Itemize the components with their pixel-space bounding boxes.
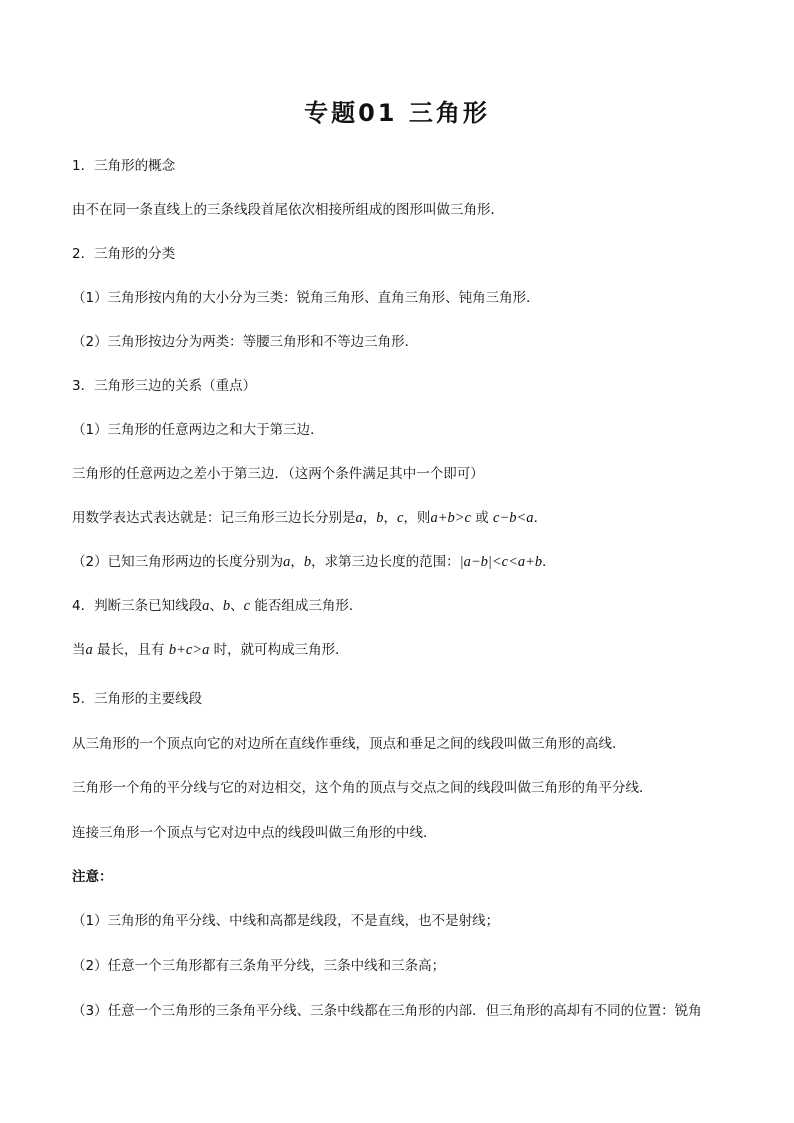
note-item-1: （1）三角形的角平分线、中线和高都是线段，不是直线，也不是射线； [72,913,500,929]
text-fragment: 能否组成三角形． [250,598,363,614]
note-item-2: （2）任意一个三角形都有三条角平分线，三条中线和三条高； [72,958,446,974]
math-var-b: b [222,598,231,614]
paragraph-by-angle: （1）三角形按内角的大小分为三类：锐角三角形、直角三角形、钝角三角形． [72,290,540,306]
paragraph-sum-rule: （1）三角形的任意两边之和大于第三边． [72,422,324,438]
text-fragment: 、 [230,598,244,614]
paragraph-definition: 由不在同一条直线上的三条线段首尾依次相接所组成的图形叫做三角形． [72,202,504,218]
text-fragment: ． [542,554,556,570]
math-inequality: |a−b|<c<a+b [459,554,543,570]
note-heading: 注意： [72,869,113,885]
paragraph-by-side: （2）三角形按边分为两类：等腰三角形和不等边三角形． [72,334,419,350]
math-var-c: c [397,510,404,526]
page-title: 专题01 三角形 [304,99,490,127]
section-heading-classification: 2．三角形的分类 [72,246,176,262]
note-item-3: （3）任意一个三角形的三条角平分线、三条中线都在三角形的内部．但三角形的高却有不同的位置：锐角 [72,1003,702,1019]
section-heading-judge [72,595,752,617]
text-fragment: ， [290,554,304,570]
math-var-c: c [243,598,251,614]
text-fragment: ， [383,510,397,526]
section-heading-concept: 1．三角形的概念 [72,158,176,174]
text-fragment: （2）已知三角形两边的长度分别为 [72,554,284,570]
text-fragment: 、 [209,598,223,614]
text-fragment: 当 [72,642,86,658]
text-fragment: 时，就可构成三角形． [209,642,349,658]
paragraph-angle-bisector: 三角形一个角的平分线与它的对边相交，这个角的顶点与交点之间的线段叫做三角形的角平分线． [72,780,653,796]
math-inequality: c−b<a [493,510,534,526]
math-var-a: a [355,510,363,526]
paragraph-altitude: 从三角形的一个顶点向它的对边所在直线作垂线，顶点和垂足之间的线段叫做三角形的高线． [72,736,626,752]
text-fragment: ． [533,510,548,526]
math-var-a: a [283,554,291,570]
paragraph-range [72,551,752,573]
section-heading-main-segments: 5．三角形的主要线段 [72,691,203,707]
text-fragment: ，则 [403,510,431,526]
text-fragment: 或 [470,510,494,526]
text-fragment: 用数学表达式表达就是：记三角形三边长分别是 [72,510,356,526]
text-fragment: ， [362,510,377,526]
text-fragment: 4．判断三条已知线段 [72,598,203,614]
text-fragment: 最长，且有 [92,642,169,658]
math-inequality: a+b>c [430,510,471,526]
paragraph-expression [72,507,752,529]
math-var-b: b [303,554,312,570]
math-inequality: b+c>a [168,642,210,658]
section-heading-side-relation: 3．三角形三边的关系（重点） [72,378,257,394]
paragraph-longest-side [72,639,752,661]
paragraph-difference-rule: 三角形的任意两边之差小于第三边．（这两个条件满足其中一个即可） [72,466,484,482]
paragraph-median: 连接三角形一个顶点与它对边中点的线段叫做三角形的中线． [72,825,437,841]
math-var-a: a [202,598,210,614]
math-var-a: a [85,642,93,658]
math-var-b: b [376,510,384,526]
text-fragment: ，求第三边长度的范围： [311,554,460,570]
